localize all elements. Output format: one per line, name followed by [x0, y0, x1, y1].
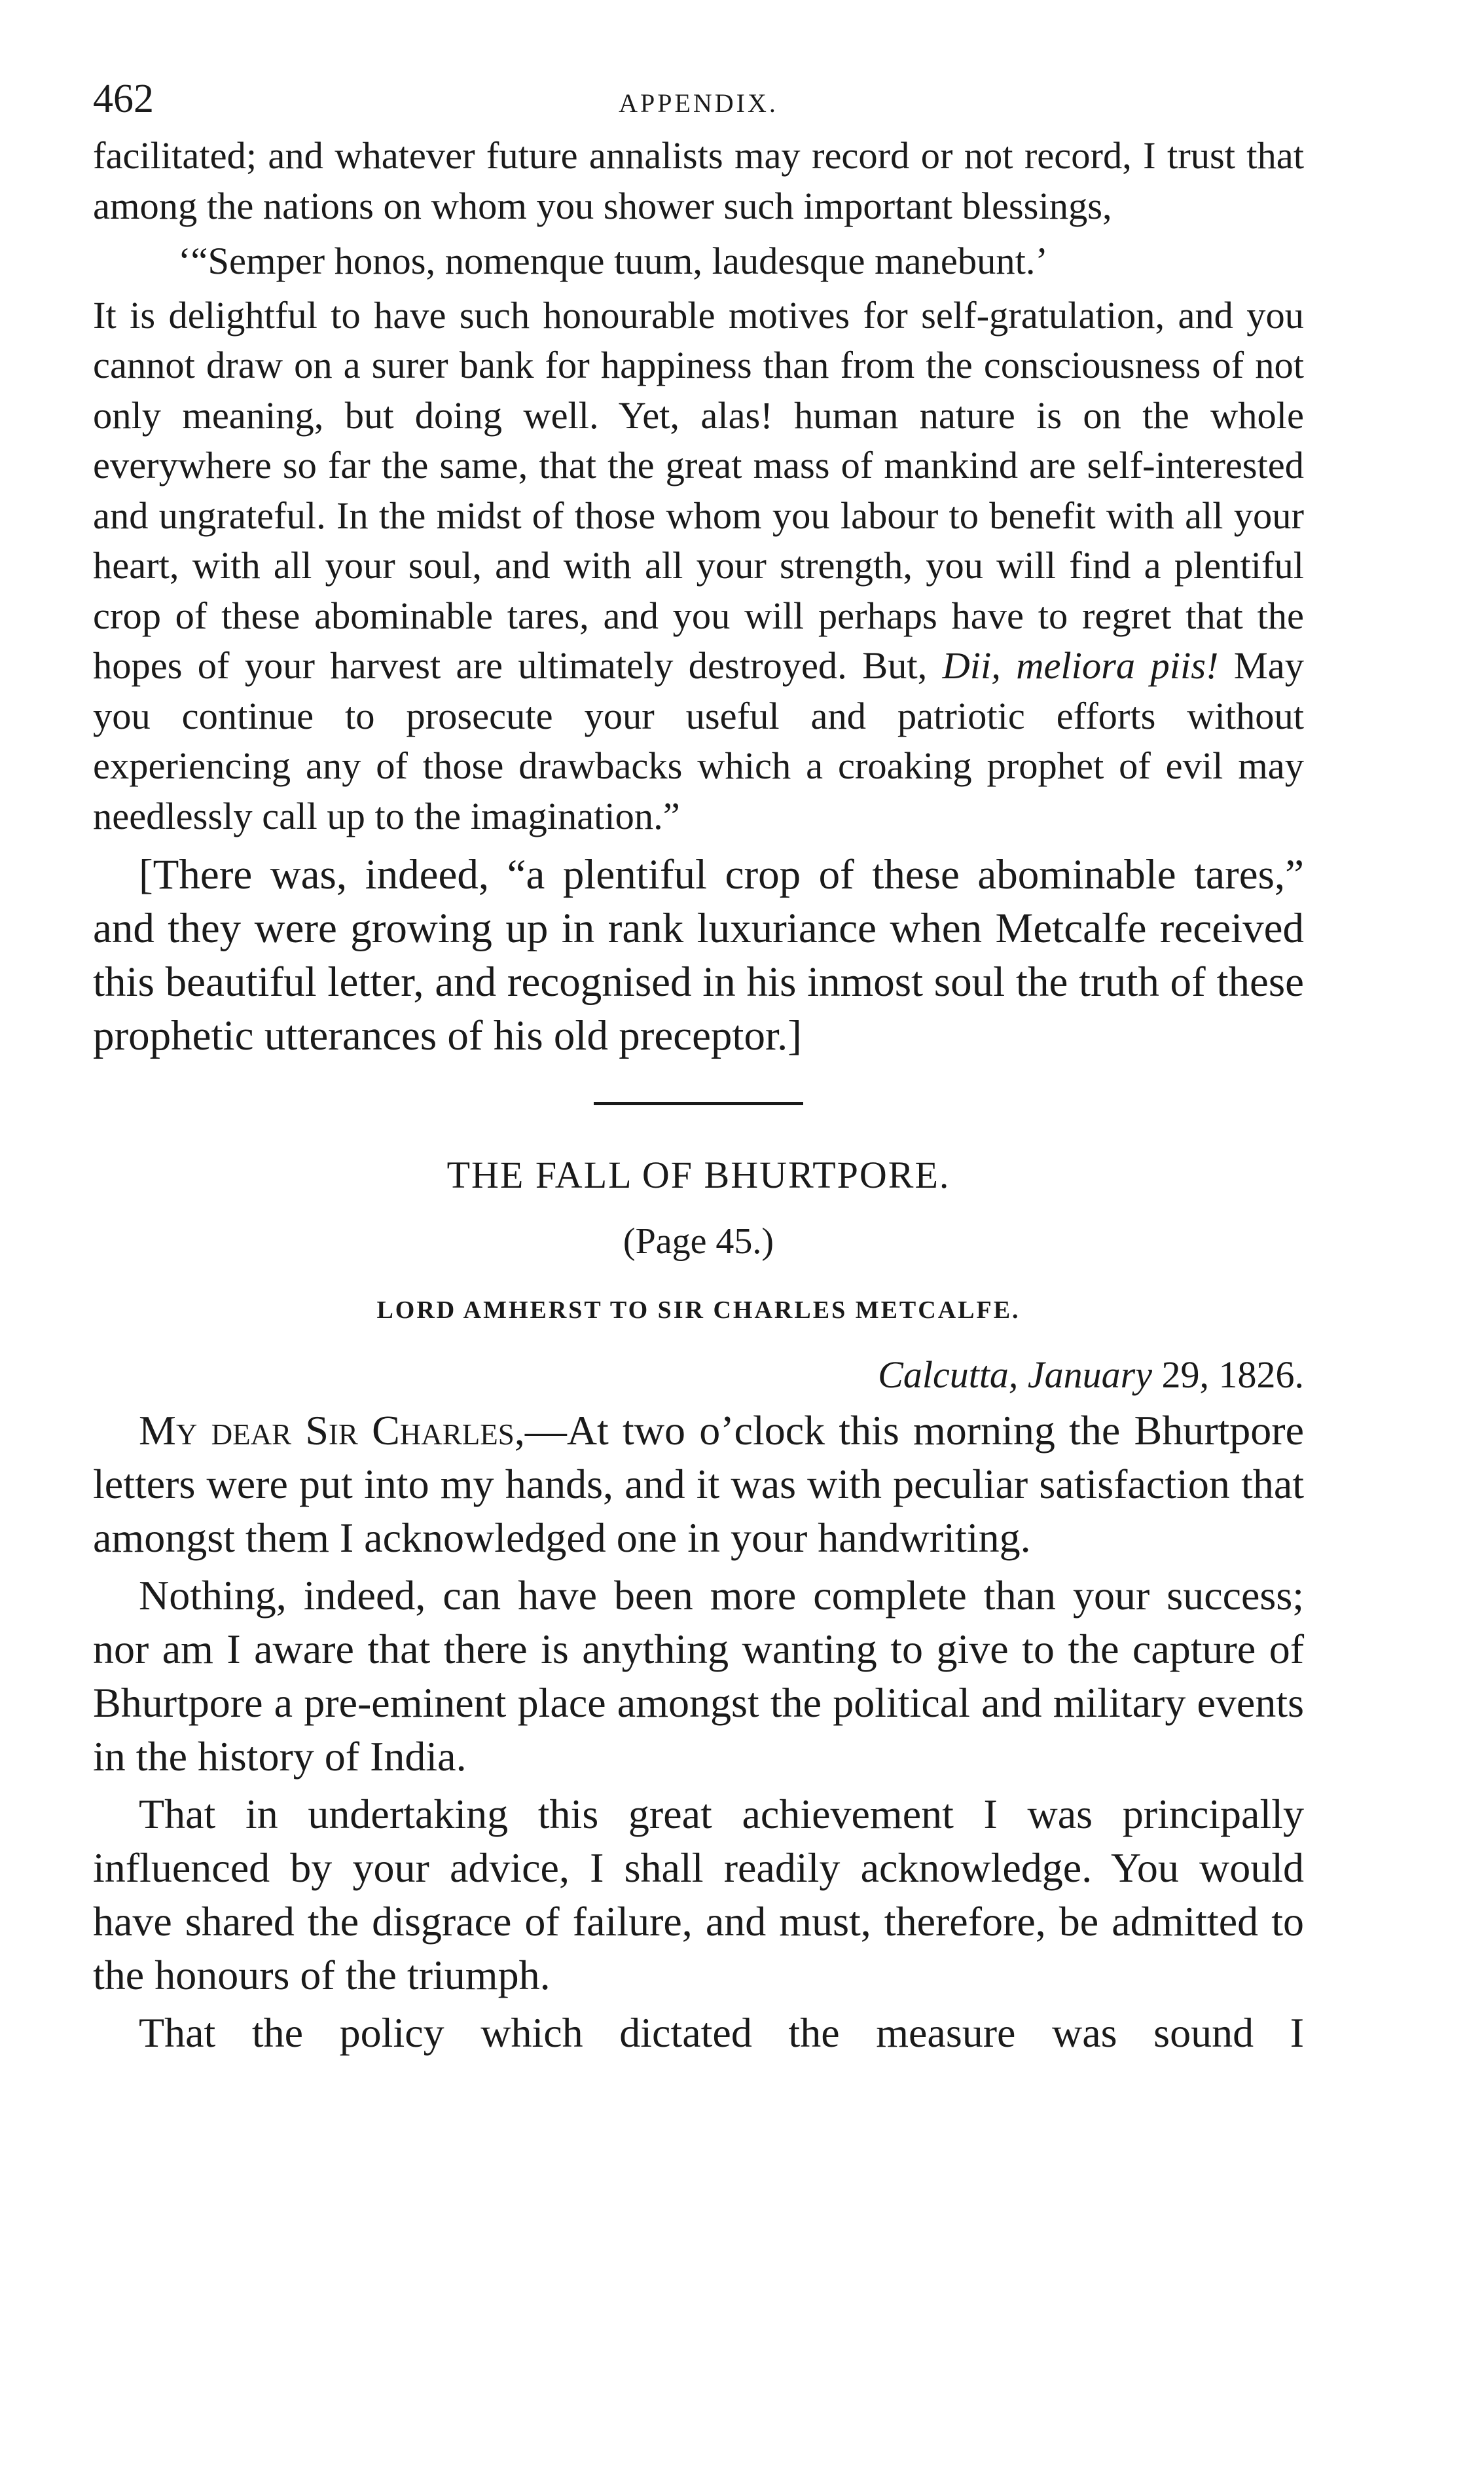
letter-paragraph-4: That the policy which dictated the measure was sound I [139, 2009, 1304, 2056]
dateline-date: 29, 1826. [1161, 1353, 1304, 1396]
letter-dateline [93, 1351, 1304, 1399]
paragraph-text: It is delightful to have such honourable motives for self-gratulation, and you cannot draw on a surer bank for happiness than from the consciousness of not only meaning, but doing well. Yet, alas! human nature is on the whole everywhere so far the same, that the great mass of mankind are self-interested and ungrateful. In the midst of those whom you labour to benefit with all your heart, with all your soul, and with all your strength, you will find a plentiful crop of these abominable tares, and you will perhaps have to regret that the hopes of your harvest are ultimately destroyed. But, [93, 293, 1304, 687]
letter-body [93, 1404, 1304, 2060]
dateline-place: Calcutta, January [878, 1353, 1152, 1396]
latin-phrase: Dii, meliora piis! [942, 644, 1219, 687]
paragraph-text: —At two o’clock this morning the Bhurtpore letters were put into my hands, and it was with peculiar satisfaction that amongst them I acknowledged one in your handwriting. [93, 1407, 1305, 1561]
latin-quotation: ‘“Semper honos, nomenque tuum, laudesque manebunt.’ [178, 240, 1048, 282]
continuation-paragraph: facilitated; and whatever future annalists may record or not record, I trust that among the nations on whom you shower such important blessings, [93, 134, 1304, 227]
paragraph-text-end: May you continue to prosecute your useful and patriotic efforts without experiencing any of those drawbacks which a croaking prophet of evil may needlessly call up to the imagination.” [93, 644, 1305, 837]
letter-paragraph-1 [93, 1404, 1304, 1565]
book-page [93, 79, 1304, 2060]
page-number: 462 [93, 77, 154, 121]
letter-heading: LORD AMHERST TO SIR CHARLES METCALFE. [376, 1296, 1021, 1324]
salutation: My dear Sir Charles, [139, 1407, 525, 1454]
editorial-note: [There was, indeed, “a plentiful crop of these abominable tares,” and they were growing up in rank luxuriance when Metcalfe received this beautiful letter, and recognised in his inmost soul the truth of these prophetic utterances of his old preceptor.] [93, 851, 1304, 1059]
editorial-note-block [93, 848, 1304, 1063]
continuation-paragraph-2 [93, 291, 1304, 842]
letter-continuation [93, 131, 1304, 841]
letter-paragraph-2: Nothing, indeed, can have been more complete than your success; nor am I aware that there is anything wanting to give to the capture of Bhurtpore a pre-eminent place amongst the political and military events in the history of India. [93, 1572, 1304, 1780]
running-head: APPENDIX. [619, 88, 778, 118]
letter-paragraph-3: That in undertaking this great achievement I was principally influenced by your advice, I shall readily acknowledge. You would have shared the disgrace of failure, and must, therefore, be admitted to the honours of the triumph. [93, 1791, 1304, 1998]
section-divider [594, 1102, 803, 1105]
page-header [93, 79, 1304, 131]
section-title: THE FALL OF BHURTPORE. [446, 1154, 950, 1196]
section-page-reference: (Page 45.) [623, 1221, 774, 1262]
